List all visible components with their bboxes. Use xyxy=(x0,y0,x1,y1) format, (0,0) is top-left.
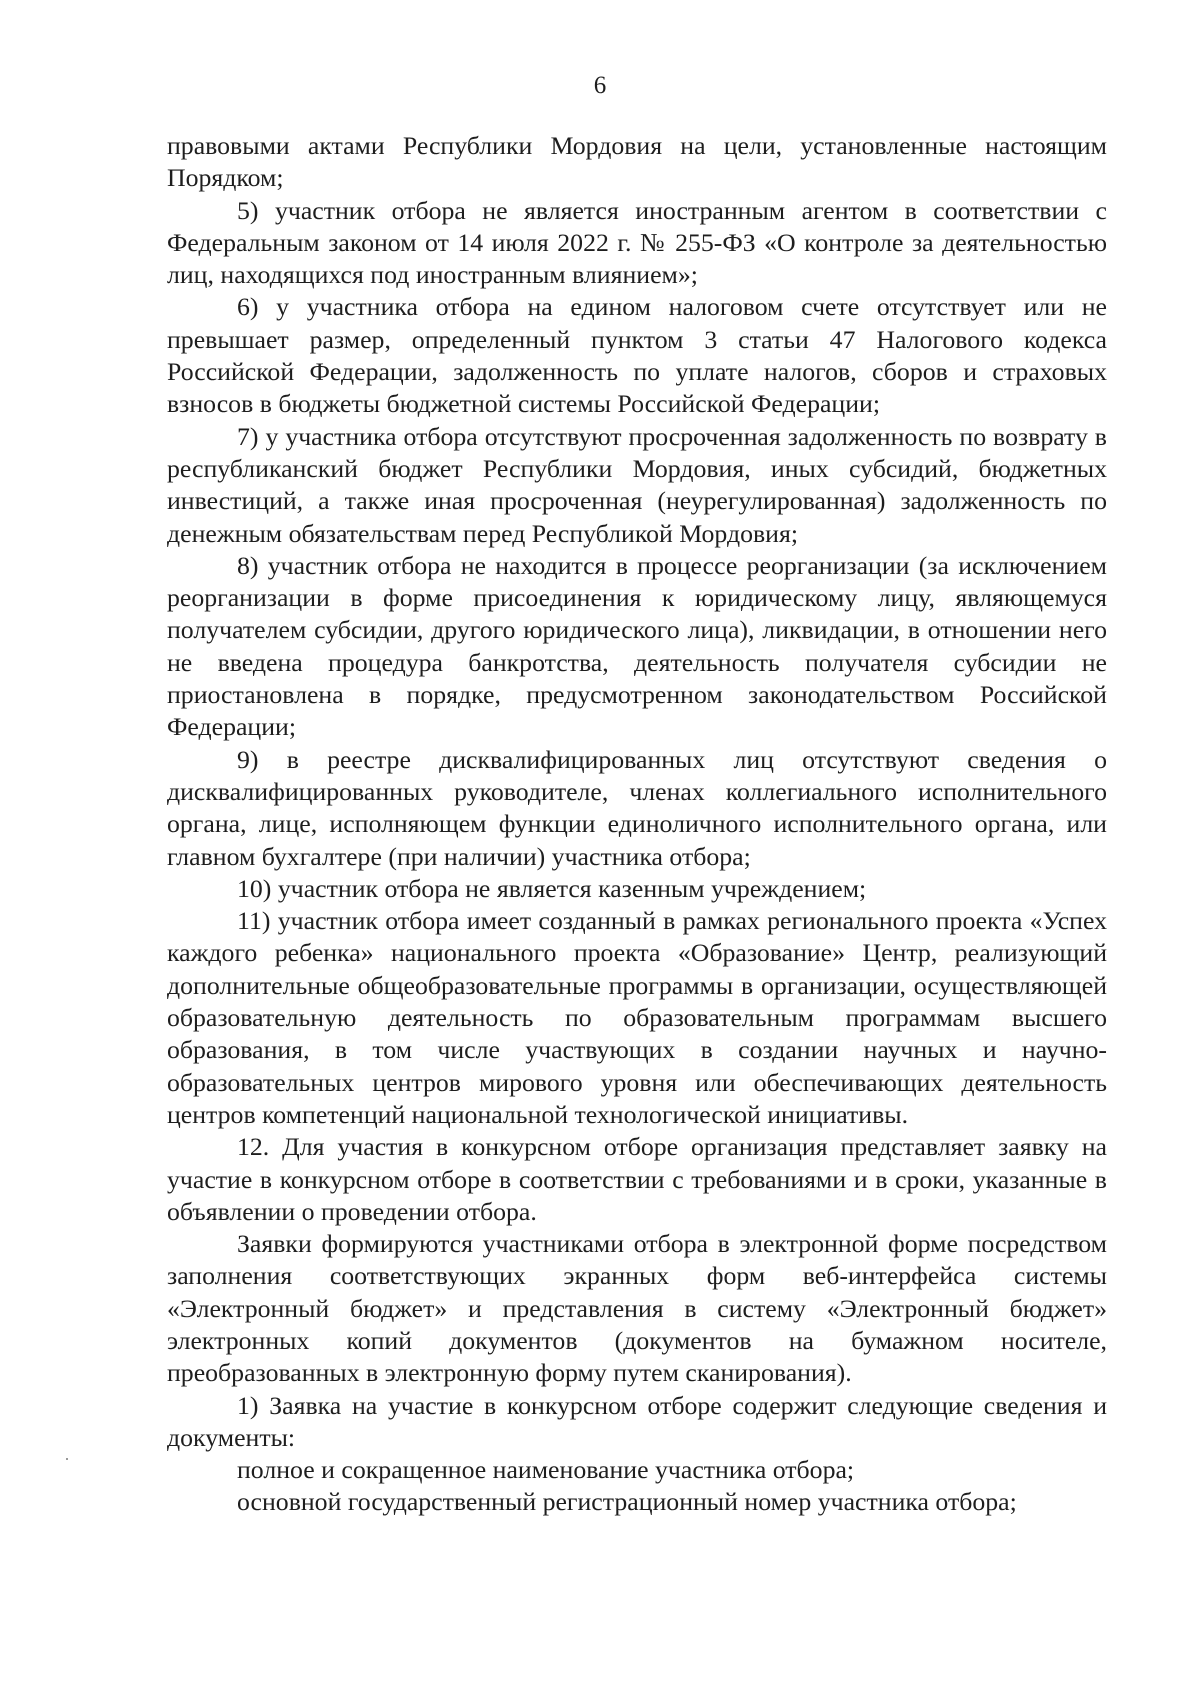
paragraph-applications: Заявки формируются участниками отбора в электронной форме посредством заполнения соответствующих экранных форм веб-интерфейса системы «Электронный бюджет» и представления в систему «Электронный бюджет» электронных копий документов (документов на бумажном носителе, преобразованных в электронную форму путем сканирования). xyxy=(167,1229,1107,1388)
paragraph-item-7: 7) у участника отбора отсутствуют просроченная задолженность по возврату в республиканский бюджет Республики Мордовия, иных субсидий, бюджетных инвестиций, а также иная просроченная (неурегулированная) задолженность по денежным обязательствам перед Республикой Мордовия; xyxy=(167,421,1107,548)
paragraph-item-9: 9) в реестре дисквалифицированных лиц отсутствуют сведения о дисквалифицированных руководителе, членах коллегиального исполнительного органа, лице, исполняющем функции единоличного исполнительного органа, или главном бухгалтере (при наличии) участника отбора; xyxy=(167,744,1107,871)
paragraph-item-6: 6) у участника отбора на едином налоговом счете отсутствует или не превышает размер, определенный пунктом 3 статьи 47 Налогового кодекса Российской Федерации, задолженность по уплате налогов, сборов и страховых взносов в бюджеты бюджетной системы Российской Федерации; xyxy=(167,292,1107,419)
paragraph-item-5: 5) участник отбора не является иностранным агентом в соответствии с Федеральным законом от 14 июля 2022 г. № 255-ФЗ «О контроле за деятельностью лиц, находящихся под иностранным влиянием»; xyxy=(167,195,1107,290)
paragraph-item-8: 8) участник отбора не находится в процессе реорганизации (за исключением реорганизации в форме присоединения к юридическому лицу, являющемуся получателем субсидии, другого юридического лица), ликвидации, в отношении него не введена процедура банкротства, деятельность получателя субсидии не приостановлена в порядке, предусмотренном законодательством Российской Федерации; xyxy=(167,550,1107,742)
list-line-name: полное и сокращенное наименование участника отбора; xyxy=(237,1455,855,1485)
paragraph-subitem-1: 1) Заявка на участие в конкурсном отборе содержит следующие сведения и документы: xyxy=(167,1390,1107,1452)
paragraph-item-10: 10) участник отбора не является казенным учреждением; xyxy=(237,873,867,903)
document-body xyxy=(167,130,1107,1519)
paragraph-item-11: 11) участник отбора имеет созданный в рамках регионального проекта «Успех каждого ребенка» национального проекта «Образование» Центр, реализующий дополнительные общеобразовательные программы в организации, осуществляющей образовательную деятельность по образовательным программам высшего образования, в том числе участвующих в создании научных и научно-образовательных центров мирового уровня или обеспечивающих деятельность центров компетенций национальной технологической инициативы. xyxy=(167,906,1107,1129)
scan-speck xyxy=(66,1458,68,1460)
page-number: 6 xyxy=(593,72,607,99)
list-line-ogrn: основной государственный регистрационный номер участника отбора; xyxy=(237,1487,1017,1517)
paragraph-continuation: правовыми актами Республики Мордовия на цели, установленные настоящим Порядком; xyxy=(167,131,1107,193)
paragraph-section-12: 12. Для участия в конкурсном отборе организация представляет заявку на участие в конкурсном отборе в соответствии с требованиями и в сроки, указанные в объявлении о проведении отбора. xyxy=(167,1132,1107,1226)
